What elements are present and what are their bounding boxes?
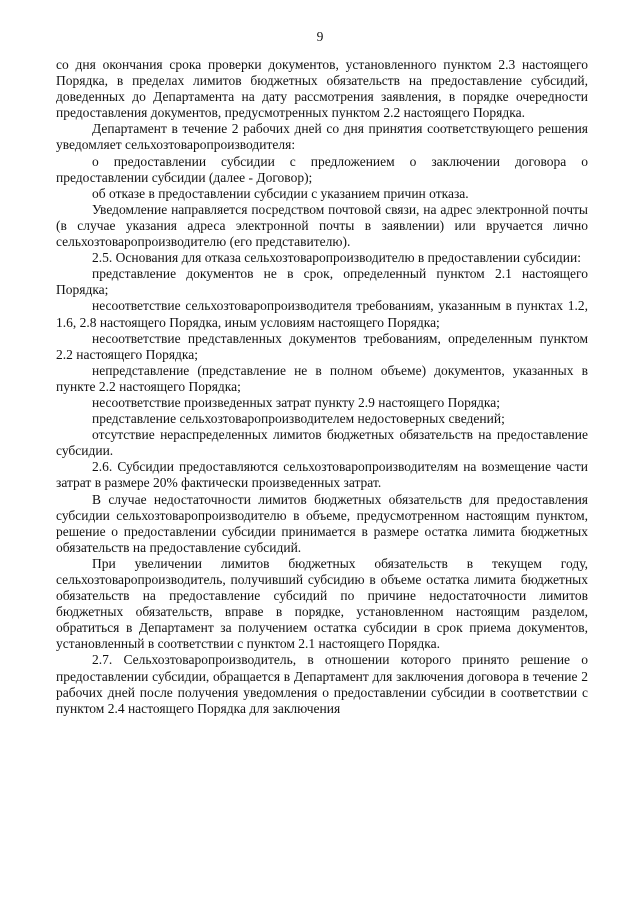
paragraph-section-2-7: 2.7. Сельхозтоваропроизводитель, в отношении которого принято решение о предоставлении субсидии, обращается в Департамент для заключения договора в течение 2 рабочих дней после получения уведомления о предоставлении субсидии в соответствии с пунктом 2.4 настоящего Порядка для заключения [56, 652, 588, 716]
paragraph-refusal-reason-1: представление документов не в срок, определенный пунктом 2.1 настоящего Порядка; [56, 266, 588, 298]
paragraph-refusal-reason-6: представление сельхозтоваропроизводителем недостоверных сведений; [92, 411, 505, 427]
paragraph-limit-increase: При увеличении лимитов бюджетных обязательств в текущем году, сельхозтоваропроизводитель, получивший субсидию в объеме остатка лимита бюджетных обязательств на предоставление субсидий по причине недостаточности лимитов бюджетных обязательств, вправе в порядке, установленном настоящим разделом, обратиться в Департамент за получением остатка субсидии в срок приема документов, установленный в соответствии с пунктом 2.1 настоящего Порядка. [56, 555, 588, 652]
paragraph-notification-intro: Департамент в течение 2 рабочих дней со дня принятия соответствующего решения уведомляет сельхозтоваропроизводителя: [56, 121, 588, 153]
paragraph-section-2-6: 2.6. Субсидии предоставляются сельхозтоваропроизводителям на возмещение части затрат в размере 20% фактически произведенных затрат. [56, 459, 588, 491]
paragraph-refusal-reason-3: несоответствие представленных документов требованиям, определенным пунктом 2.2 настоящего Порядка; [56, 330, 588, 362]
page-number: 9 [316, 29, 324, 44]
paragraph-continuation: со дня окончания срока проверки документов, установленного пунктом 2.3 настоящего Порядка, в пределах лимитов бюджетных обязательств на предоставление субсидий, доведенных до Департамента на дату рассмотрения заявления, в порядке очередности предоставления документов, предусмотренных пунктом 2.2 настоящего Порядка. [56, 57, 588, 121]
paragraph-notification-grant: о предоставлении субсидии с предложением о заключении договора о предоставлении субсидии (далее - Договор); [56, 153, 588, 185]
paragraph-refusal-reason-5: несоответствие произведенных затрат пункту 2.9 настоящего Порядка; [92, 394, 501, 410]
paragraph-refusal-reason-2: несоответствие сельхозтоваропроизводителя требованиям, указанным в пунктах 1.2, 1.6, 2.8 настоящего Порядка, иным условиям настоящего Порядка; [56, 298, 588, 330]
paragraph-notification-delivery: Уведомление направляется посредством почтовой связи, на адрес электронной почты (в случае указания адреса электронной почты в заявлении) или вручается лично сельхозтоваропроизводителю (его представителю). [56, 201, 588, 250]
paragraph-section-2-5: 2.5. Основания для отказа сельхозтоваропроизводителю в предоставлении субсидии: [92, 250, 581, 266]
paragraph-notification-refusal: об отказе в предоставлении субсидии с указанием причин отказа. [92, 185, 469, 201]
paragraph-refusal-reason-4: непредставление (представление не в полном объеме) документов, указанных в пункте 2.2 настоящего Порядка; [56, 362, 588, 394]
paragraph-limit-shortage: В случае недостаточности лимитов бюджетных обязательств для предоставления субсидии сельхозтоваропроизводителю в объеме, предусмотренном настоящим пунктом, решение о предоставлении субсидии принимается в размере остатка лимита бюджетных обязательств на предоставление субсидий. [56, 491, 588, 555]
paragraph-refusal-reason-7: отсутствие нераспределенных лимитов бюджетных обязательств на предоставление субсидии. [56, 427, 588, 459]
document-body [56, 57, 588, 717]
